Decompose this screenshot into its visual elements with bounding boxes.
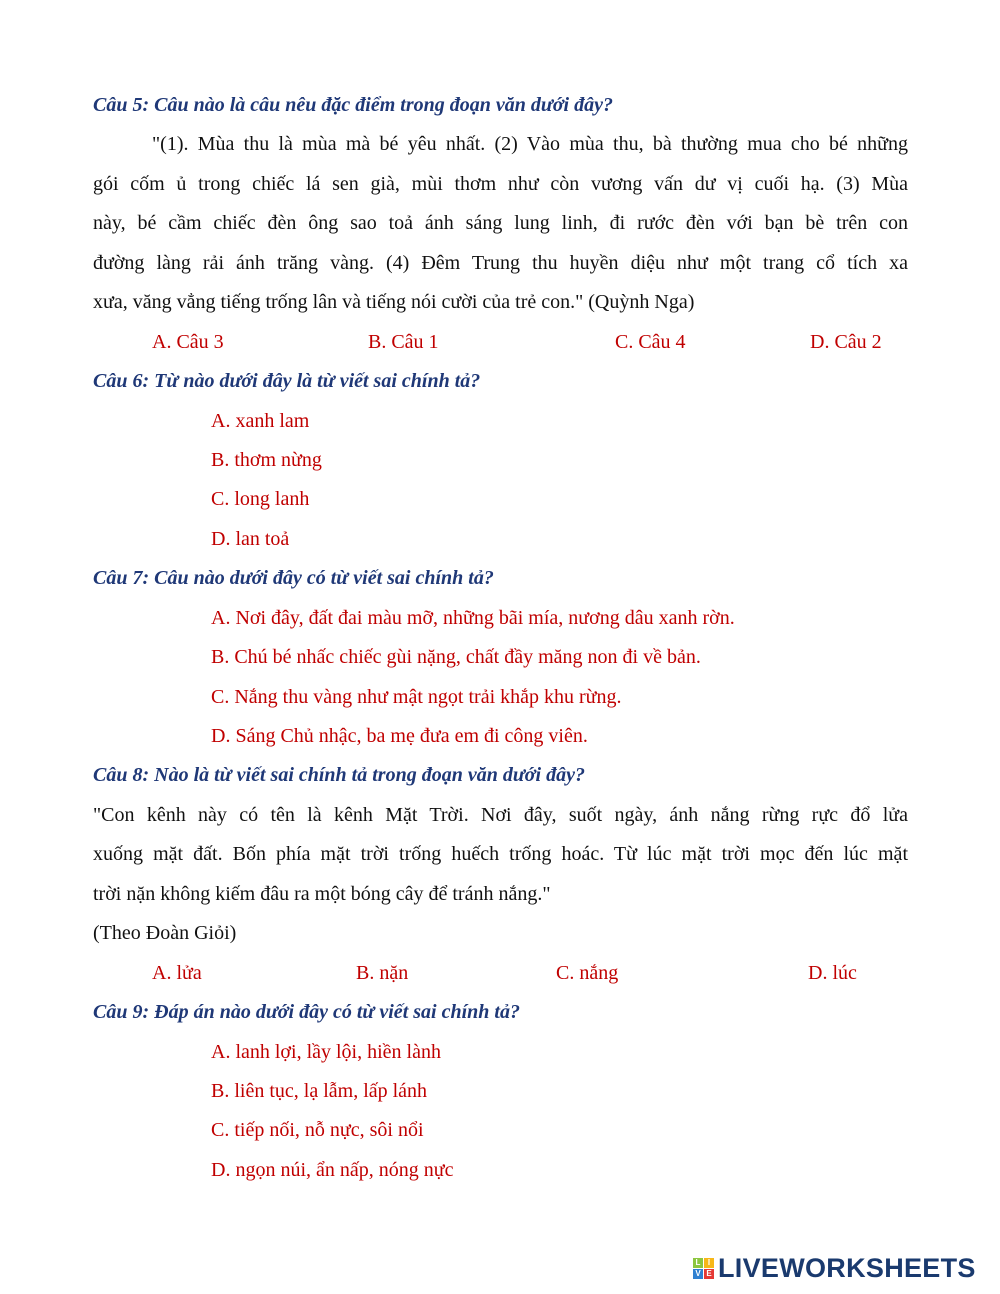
logo-block: V [693, 1269, 703, 1279]
option-a[interactable]: A. Câu 3 [152, 330, 224, 353]
passage-line: trời nặn không kiếm đâu ra một bóng cây để tránh nắng." [93, 882, 551, 905]
option-c[interactable]: C. Nắng thu vàng như mật ngọt trải khắp khu rừng. [211, 685, 622, 708]
option-c[interactable]: C. nắng [556, 961, 619, 984]
logo-text: LIVEWORKSHEETS [718, 1253, 976, 1283]
question-9-title: Câu 9: Đáp án nào dưới đây có từ viết sai chính tả? [93, 1001, 520, 1024]
option-d[interactable]: D. Câu 2 [810, 330, 882, 353]
passage-line: xuống mặt đất. Bốn phía mặt trời trống huếch trống hoác. Từ lúc mặt trời mọc đến lúc mặt [93, 843, 908, 866]
passage-line: đường làng rải ánh trăng vàng. (4) Đêm Trung thu huyền diệu như một trang cổ tích xa [93, 251, 908, 274]
option-a[interactable]: A. xanh lam [211, 409, 310, 432]
passage-line: "(1). Mùa thu là mùa mà bé yêu nhất. (2) Vào mùa thu, bà thường mua cho bé những [152, 133, 908, 156]
option-a[interactable]: A. lanh lợi, lầy lội, hiền lành [211, 1040, 441, 1063]
question-7-title: Câu 7: Câu nào dưới đây có từ viết sai chính tả? [93, 567, 494, 590]
option-d[interactable]: D. lúc [808, 961, 857, 984]
logo-block: I [704, 1258, 714, 1268]
option-c[interactable]: C. Câu 4 [615, 330, 686, 353]
option-b[interactable]: B. nặn [356, 961, 409, 984]
passage-source: (Theo Đoàn Giỏi) [93, 922, 237, 945]
question-5-title: Câu 5: Câu nào là câu nêu đặc điểm trong đoạn văn dưới đây? [93, 94, 613, 116]
option-d[interactable]: D. lan toả [211, 527, 290, 550]
passage-line: xưa, văng vẳng tiếng trống lân và tiếng nói cười của trẻ con." (Quỳnh Nga) [93, 291, 695, 314]
logo-block: L [693, 1258, 703, 1268]
question-5-options [93, 323, 908, 362]
question-8-title: Câu 8: Nào là từ viết sai chính tả trong đoạn văn dưới đây? [93, 764, 585, 787]
passage-line: "Con kênh này có tên là kênh Mặt Trời. Nơi đây, suốt ngày, ánh nắng rừng rực đổ lửa [93, 803, 908, 826]
passage-line: này, bé cầm chiếc đèn ông sao toả ánh sáng lung linh, đi rước đèn với bạn bè trên con [93, 212, 908, 235]
logo-block: E [704, 1269, 714, 1279]
option-b[interactable]: B. Chú bé nhấc chiếc gùi nặng, chất đầy măng non đi về bản. [211, 646, 701, 669]
option-b[interactable]: B. liên tục, lạ lẫm, lấp lánh [211, 1079, 428, 1102]
passage-line: gói cốm ủ trong chiếc lá sen già, mùi thơm như còn vương vấn dư vị cuối hạ. (3) Mùa [93, 172, 908, 195]
option-a[interactable]: A. lửa [152, 961, 202, 984]
worksheet [93, 86, 908, 1190]
logo-blocks-icon [693, 1258, 714, 1279]
option-c[interactable]: C. long lanh [211, 488, 310, 511]
liveworksheets-logo [693, 1253, 976, 1284]
option-c[interactable]: C. tiếp nối, nỗ nực, sôi nổi [211, 1119, 424, 1142]
option-a[interactable]: A. Nơi đây, đất đai màu mỡ, những bãi mía, nương dâu xanh rờn. [211, 606, 735, 629]
option-b[interactable]: B. Câu 1 [368, 330, 439, 353]
option-d[interactable]: D. ngọn núi, ẩn nấp, nóng nực [211, 1158, 454, 1181]
question-8-options [93, 954, 908, 993]
option-b[interactable]: B. thơm nừng [211, 448, 322, 471]
question-6-title: Câu 6: Từ nào dưới đây là từ viết sai chính tả? [93, 370, 481, 393]
option-d[interactable]: D. Sáng Chủ nhậc, ba mẹ đưa em đi công viên. [211, 725, 588, 747]
